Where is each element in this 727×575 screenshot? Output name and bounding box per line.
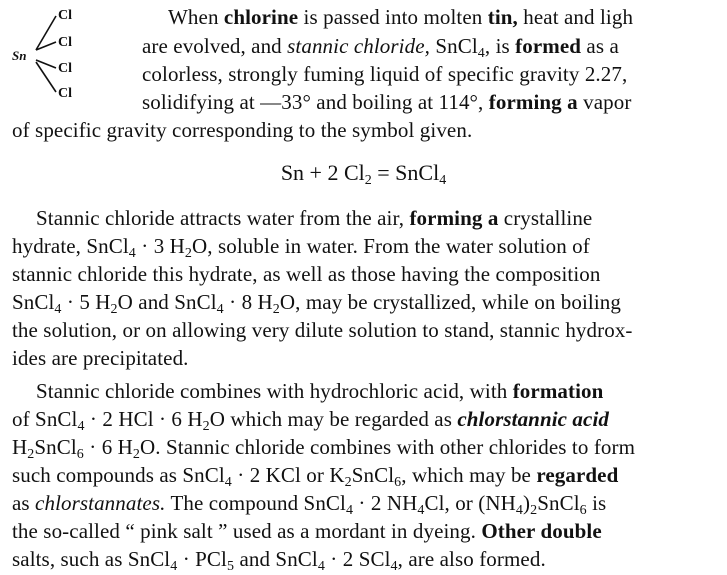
para2-line2: hydrate, SnCl$_4$ · 3 $H_2O$, soluble in water. From the water solution of xyxy=(12,234,590,261)
para1-line5: of specific gravity corresponding to the symbol given. xyxy=(12,118,473,142)
chlorine-label-1: Cl xyxy=(58,8,72,23)
chlorine-label-3: Cl xyxy=(58,61,72,76)
para3-line1: Stannic chloride combines with hydrochloric acid, with formation xyxy=(36,379,604,403)
para1-line3: colorless, strongly fuming liquid of specific gravity 2.27, xyxy=(142,62,628,86)
stannic-chloride-structure xyxy=(6,6,96,102)
para1-line1: When chlorine is passed into molten tin, heat and ligh xyxy=(168,5,634,29)
para2-line4: SnCl$_4$ · 5 $H_2O$ and SnCl$_4$ · 8 $H_2O$, may be crystallized, while on boiling xyxy=(12,290,621,317)
para1-line4: solidifying at —33° and boiling at 114°, forming a vapor xyxy=(142,90,632,114)
tin-atom-label: Sn xyxy=(12,48,27,63)
para3-line7: salts, such as SnCl$_4$ · PCl$_5$ and SnCl$_4$ · 2 SCl$_4$, are also formed. xyxy=(12,547,546,574)
chlorine-label-2: Cl xyxy=(58,35,72,50)
reaction-equation: Sn + 2 $Cl_2$ = SnCl$_4$ xyxy=(280,160,447,188)
para3-line5: as chlorstannates. The compound SnCl$_4$ · 2 $NH_4Cl$, or $(NH_4)_2SnCl_6$ is xyxy=(12,491,607,518)
para3-line3: $H_2SnCl_6 \cdot 6$ $H_2O$. Stannic chloride combines with other chlorides to form xyxy=(12,435,636,462)
para2-line3: stannic chloride this hydrate, as well as those having the composition xyxy=(12,262,601,286)
para3-line4: such compounds as SnCl$_4$ · 2 KCl or $K_2SnCl_6$, which may be regarded xyxy=(12,463,619,490)
para1-line2: are evolved, and stannic chloride, SnCl$_4$, is formed as a xyxy=(142,34,619,61)
para2-line5: the solution, or on allowing very dilute solution to stand, stannic hydrox- xyxy=(12,318,633,342)
para3-line2: of SnCl$_4$ · 2 HCl · 6 $H_2O$ which may be regarded as chlorstannic acid xyxy=(12,407,609,434)
para2-line1: Stannic chloride attracts water from the air, forming a crystalline xyxy=(36,206,593,230)
para3-line6: the so-called “ pink salt ” used as a mordant in dyeing. Other double xyxy=(12,519,602,543)
chlorine-label-4: Cl xyxy=(58,86,72,101)
para2-line6: ides are precipitated. xyxy=(12,346,189,370)
